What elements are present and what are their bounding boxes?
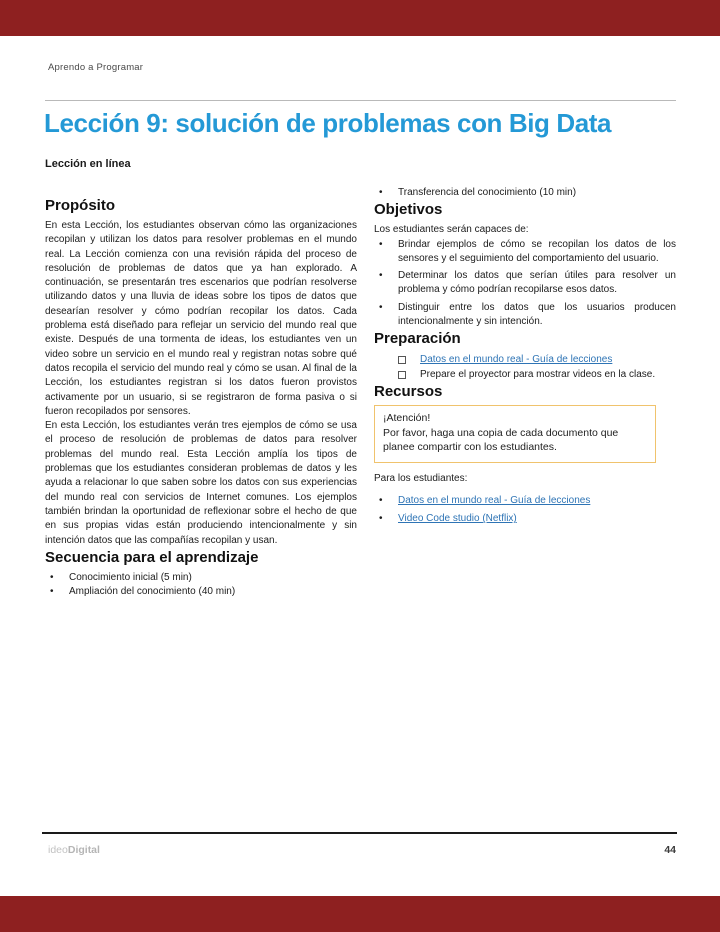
- objetivos-intro: Los estudiantes serán capaces de:: [374, 224, 529, 236]
- bullet-icon: •: [379, 270, 383, 282]
- proposito-paragraph-2: En esta Lección, los estudiantes verán tres ejemplos de cómo se usa el proceso de resolución de problemas de datos para resolver problemas del mundo real. Esta Lección amplía los tipos de problemas que los estudiantes consideran problemas de datos y les ayuda a relacionar lo que saben sobre los datos con sus experiencias del mundo real con servicios de Internet comunes. Los ejemplos también brindan la oportunidad de reflexionar sobre el hecho de que en sus propias vidas están produciendo intencionalmente y sin intención datos que las compañías recopilan y usan.: [45, 420, 357, 546]
- left-column: [45, 196, 357, 599]
- bottom-red-band: [0, 896, 720, 932]
- top-red-band: [0, 0, 720, 36]
- attention-box: [374, 405, 656, 463]
- bullet-icon: •: [379, 301, 383, 313]
- checklist-item: [374, 352, 676, 367]
- section-heading-recursos: Recursos: [374, 383, 443, 401]
- list-item: [45, 585, 357, 599]
- bullet-icon: •: [379, 513, 383, 525]
- page-subtitle: Lección en línea: [45, 158, 131, 170]
- bullet-icon: •: [50, 571, 54, 583]
- footer-brand-bold: Digital: [67, 844, 100, 856]
- document-page: [0, 36, 720, 896]
- list-item-label: Distinguir entre los datos que los usuarios producen intencionalmente y sin intención.: [398, 301, 676, 328]
- checklist-item: [374, 367, 676, 382]
- link-guia-lecciones-preparacion[interactable]: Datos en el mundo real - Guía de lecciones: [420, 354, 613, 366]
- link-video-code-studio-netflix[interactable]: Video Code studio (Netflix): [398, 513, 517, 525]
- right-column: [374, 186, 676, 531]
- list-item: [374, 269, 676, 298]
- list-item-label: Conocimiento inicial (5 min): [69, 571, 192, 583]
- list-item: [45, 571, 357, 585]
- list-item: [374, 238, 676, 267]
- empty-checkbox-icon: [398, 356, 420, 364]
- list-item: [374, 186, 676, 200]
- list-item-label: Determinar los datos que serían útiles para resolver un problema y cómo podrían recopilarse esos datos.: [398, 270, 676, 296]
- section-heading-proposito: Propósito: [45, 197, 115, 214]
- attention-title: ¡Atención!: [383, 412, 431, 425]
- section-heading-secuencia: Secuencia para el aprendizaje: [45, 548, 259, 566]
- footer-divider: [42, 832, 677, 834]
- list-item-label: Transferencia del conocimiento (10 min): [398, 187, 577, 198]
- list-item: [374, 512, 676, 526]
- running-header: Aprendo a Programar: [48, 62, 144, 73]
- footer-brand: [48, 844, 100, 856]
- header-divider: [45, 100, 676, 101]
- list-item-label: Ampliación del conocimiento (40 min): [69, 586, 236, 598]
- empty-checkbox-icon: [398, 371, 420, 379]
- footer-brand-light: ideo: [48, 844, 68, 856]
- checklist-item-label: Prepare el proyector para mostrar videos en la clase.: [420, 369, 656, 381]
- attention-body: Por favor, haga una copia de cada documento que planee compartir con los estudiantes.: [383, 426, 619, 454]
- page-title: Lección 9: solución de problemas con Big Data: [44, 108, 612, 138]
- bullet-icon: •: [379, 238, 383, 250]
- bullet-icon: •: [379, 187, 383, 198]
- for-students-label: Para los estudiantes:: [374, 472, 468, 484]
- proposito-paragraph-1: En esta Lección, los estudiantes observan cómo las organizaciones recopilan y utilizan los datos para resolver problemas en el mundo real. La Lección comienza con una revisión rápida del proceso de resolución de problemas de datos que ya han explorado. A continuación, se presentarán tres escenarios que podrían resolverse utilizando datos y una lluvia de ideas sobre los tipos de datos que desearían resolver y cómo podrían recopilar los datos. Cada problema está diseñado para reflejar un servicio del mundo real que existe. Después de una tormenta de ideas, los estudiantes ven un video sobre un servicio en el mundo real y registran notas sobre qué datos recopila el servicio del mundo real y cómo se usan. Al final de la Lección, los estudiantes registran si los datos fueron provistos activamente por un usuario, si se registraron de forma pasiva o si fueron recopilados por sensores.: [45, 220, 357, 417]
- section-heading-objetivos: Objetivos: [374, 201, 443, 219]
- list-item: [374, 301, 676, 330]
- bullet-icon: •: [50, 586, 54, 598]
- link-guia-lecciones-estudiantes[interactable]: Datos en el mundo real - Guía de lecciones: [398, 495, 591, 507]
- section-heading-preparacion: Preparación: [374, 330, 461, 348]
- page-number: 44: [664, 844, 676, 856]
- list-item-label: Brindar ejemplos de cómo se recopilan los datos de los sensores y el seguimiento del comportamiento del usuario.: [398, 238, 676, 264]
- bullet-icon: •: [379, 495, 383, 507]
- list-item: [374, 494, 676, 508]
